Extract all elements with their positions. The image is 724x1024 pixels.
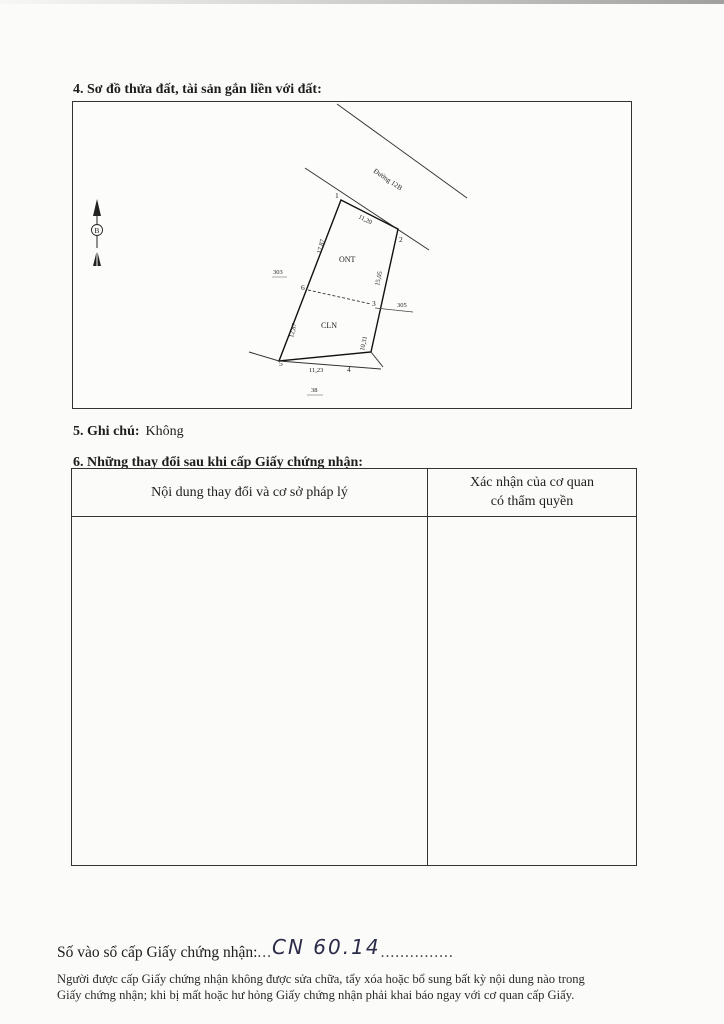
north-arrow-letter: B — [94, 226, 100, 235]
section-4-title: 4. Sơ đồ thửa đất, tài sản gắn liền với đất: — [73, 82, 322, 97]
section-5-title: 5. Ghi chú: — [73, 424, 140, 439]
point-3: 3 — [372, 299, 376, 308]
dimension-5-6: 12,87 — [288, 322, 299, 339]
dimension-2-3: 15,05 — [374, 270, 384, 287]
dimension-6-1: 17,87 — [316, 238, 327, 255]
col-header-authority-line1: Xác nhận của cơ quan — [469, 475, 594, 490]
neighbor-parcel-left: 303 — [273, 269, 283, 276]
section-5-note — [73, 424, 184, 440]
registry-dots-before: ... — [257, 944, 273, 961]
dimension-1-2: 11,20 — [357, 213, 374, 227]
land-plot-diagram — [72, 101, 632, 409]
col-header-content: Nội dung thay đổi và cơ sở pháp lý — [151, 485, 348, 500]
neighbor-parcel-right: 305 — [397, 302, 407, 309]
col-header-authority-line2: có thẩm quyền — [490, 494, 574, 509]
neighbor-line-bottom-left — [249, 352, 279, 361]
registry-dots-after: ............... — [380, 944, 454, 961]
point-4: 4 — [347, 365, 351, 374]
col-header-authority — [428, 473, 636, 511]
point-6: 6 — [301, 283, 305, 292]
section-6-title: 6. Những thay đổi sau khi cấp Giấy chứng nhận: — [73, 455, 363, 470]
registry-number-line — [57, 935, 454, 962]
section-5-value: Không — [145, 424, 184, 439]
registry-label: Số vào sổ cấp Giấy chứng nhận: — [57, 944, 258, 961]
dimension-3-4: 10,31 — [359, 335, 369, 352]
page-top-edge — [0, 0, 724, 4]
neighbor-line-bottom-right — [371, 352, 383, 367]
dimension-4-5: 11,23 — [309, 367, 324, 374]
point-2: 2 — [399, 235, 403, 244]
footer-line-1: Người được cấp Giấy chứng nhận không được sửa chữa, tẩy xóa hoặc bổ sung bất kỳ nội dung nào trong — [57, 972, 585, 986]
point-5: 5 — [279, 359, 283, 368]
north-arrow-icon — [92, 199, 103, 266]
footer-line-2: Giấy chứng nhận; khi bị mất hoặc hư hỏng Giấy chứng nhận phải khai báo ngay với cơ quan cấp Giấy. — [57, 988, 575, 1002]
changes-table-header — [72, 469, 636, 517]
registry-number-handwritten: CN 60.14 — [272, 935, 381, 959]
road-edge-lower — [305, 168, 429, 250]
neighbor-line-bottom-ext — [279, 361, 381, 369]
table-column-divider — [427, 469, 428, 865]
road-label: Đường 12B — [371, 167, 404, 193]
parcel-label-ont: ONT — [339, 255, 356, 264]
parcel-label-cln: CLN — [321, 321, 337, 330]
parcel-divider — [308, 290, 371, 304]
changes-table — [71, 468, 637, 866]
neighbor-parcel-bottom: 38 — [311, 387, 318, 394]
point-1: 1 — [335, 191, 339, 200]
footer-warning — [57, 971, 697, 1003]
